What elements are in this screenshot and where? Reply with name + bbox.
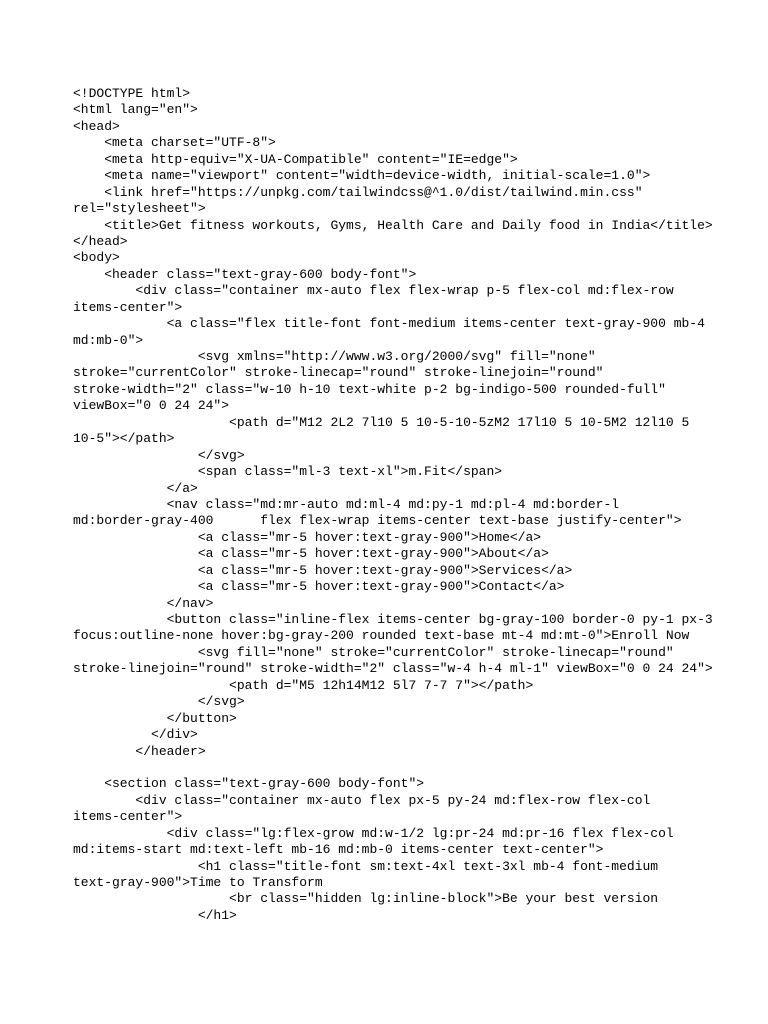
- code-line: <h1 class="title-font sm:text-4xl text-3xl mb-4 font-medium: [73, 858, 659, 874]
- code-line: <!DOCTYPE html>: [73, 86, 191, 101]
- code-line: text-gray-900">Time to Transform: [73, 875, 323, 890]
- code-line: <header class="text-gray-600 body-font">: [73, 266, 417, 282]
- code-line: <a class="mr-5 hover:text-gray-900">Contact</a>: [73, 579, 565, 595]
- code-line: stroke="currentColor" stroke-linecap="round" stroke-linejoin="round": [73, 365, 604, 381]
- code-line: <path d="M12 2L2 7l10 5 10-5-10-5zM2 17l10 5 10-5M2 12l10 5: [73, 414, 690, 430]
- code-line: stroke-width="2" class="w-10 h-10 text-white p-2 bg-indigo-500 rounded-full": [73, 381, 666, 397]
- code-line: items-center">: [73, 299, 183, 315]
- code-line: <meta charset="UTF-8">: [73, 135, 276, 151]
- code-line: </nav>: [73, 595, 214, 611]
- code-line: <head>: [73, 118, 120, 134]
- code-line: md:items-start md:text-left mb-16 md:mb-0 items-center text-center">: [73, 842, 604, 858]
- code-line: focus:outline-none hover:bg-gray-200 rounded text-base mt-4 md:mt-0">Enroll Now: [73, 628, 690, 644]
- code-line: <br class="hidden lg:inline-block">Be your best version: [73, 891, 659, 907]
- code-line: <a class="mr-5 hover:text-gray-900">Home</a>: [73, 529, 542, 545]
- code-line: </header>: [73, 743, 206, 759]
- code-line: rel="stylesheet">: [73, 201, 206, 217]
- code-line: md:border-gray-400 flex flex-wrap items-center text-base justify-center">: [73, 513, 682, 529]
- code-line: </div>: [73, 727, 198, 743]
- code-line: <a class="mr-5 hover:text-gray-900">Services</a>: [73, 562, 573, 578]
- code-line: <section class="text-gray-600 body-font">: [73, 776, 425, 792]
- code-line: viewBox="0 0 24 24">: [73, 398, 230, 414]
- code-line: <button class="inline-flex items-center bg-gray-100 border-0 py-1 px-3: [73, 612, 713, 627]
- code-line: <svg xmlns="http://www.w3.org/2000/svg" fill="none": [73, 349, 596, 364]
- code-line: <div class="container mx-auto flex px-5 py-24 md:flex-row flex-col: [73, 792, 651, 808]
- code-line: <div class="container mx-auto flex flex-wrap p-5 flex-col md:flex-row: [73, 283, 674, 299]
- code-line: </head>: [73, 233, 128, 249]
- code-line: <svg fill="none" stroke="currentColor" stroke-linecap="round": [73, 644, 674, 660]
- code-line: <div class="lg:flex-grow md:w-1/2 lg:pr-24 md:pr-16 flex flex-col: [73, 825, 674, 841]
- code-line: <a class="flex title-font font-medium items-center text-gray-900 mb-4: [73, 316, 705, 332]
- code-line: [73, 760, 713, 776]
- code-line: <path d="M5 12h14M12 5l7 7-7 7"></path>: [73, 677, 534, 693]
- code-line: <meta http-equiv="X-UA-Compatible" content="IE=edge">: [73, 151, 518, 167]
- code-listing: [73, 86, 713, 924]
- code-line: <link href="https://unpkg.com/tailwindcss@^1.0/dist/tailwind.min.css": [73, 184, 643, 200]
- code-line: </button>: [73, 710, 237, 726]
- code-line: md:mb-0">: [73, 332, 144, 348]
- code-line: <title>Get fitness workouts, Gyms, Health Care and Daily food in India</title>: [73, 217, 713, 233]
- code-line: <html lang="en">: [73, 102, 198, 118]
- code-line: <a class="mr-5 hover:text-gray-900">About</a>: [73, 546, 549, 562]
- code-line: <nav class="md:mr-auto md:ml-4 md:py-1 md:pl-4 md:border-l: [73, 496, 620, 512]
- code-line: <meta name="viewport" content="width=device-width, initial-scale=1.0">: [73, 168, 651, 184]
- code-line: </svg>: [73, 694, 245, 710]
- code-line: 10-5"></path>: [73, 431, 175, 447]
- code-line: <body>: [73, 250, 120, 266]
- code-line: <span class="ml-3 text-xl">m.Fit</span>: [73, 464, 503, 480]
- code-line: stroke-linejoin="round" stroke-width="2" class="w-4 h-4 ml-1" viewBox="0 0 24 24">: [73, 661, 713, 677]
- code-line: </svg>: [73, 447, 245, 463]
- code-line: items-center">: [73, 809, 183, 825]
- code-line: </a>: [73, 480, 198, 496]
- code-line: </h1>: [73, 907, 237, 923]
